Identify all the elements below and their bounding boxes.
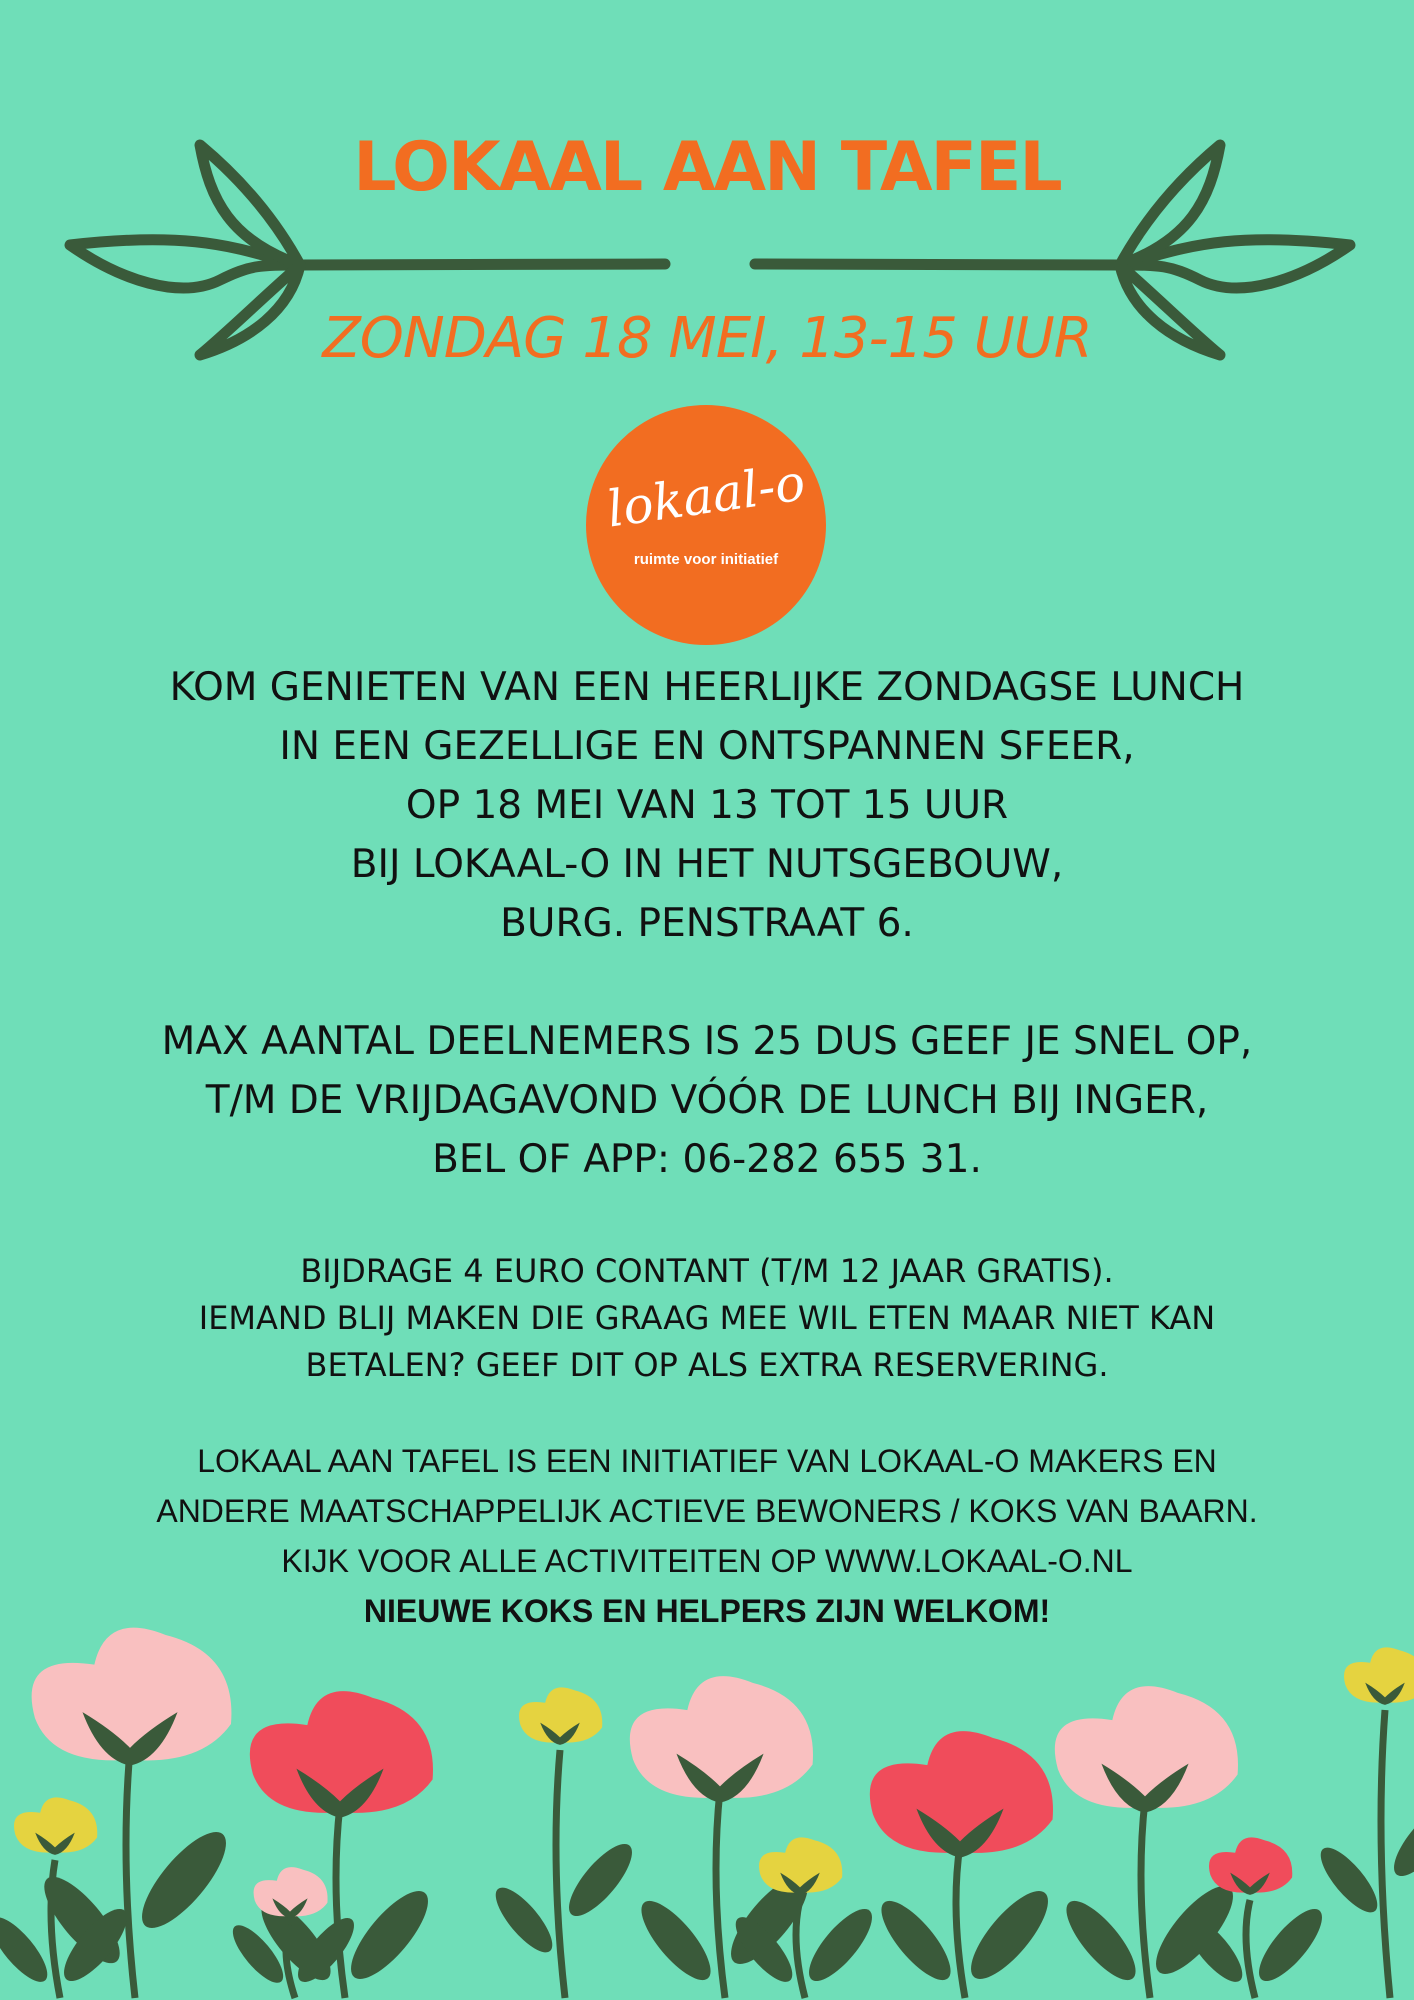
registration-line: MAX AANTAL DEELNEMERS IS 25 DUS GEEF JE SNEL OP, bbox=[161, 1019, 1253, 1064]
leaf-icon bbox=[959, 1880, 1060, 1990]
petal-icon bbox=[1055, 1686, 1238, 1808]
intro-line: KOM GENIETEN VAN EEN HEERLIJKE ZONDAGSE LUNCH bbox=[169, 665, 1245, 710]
contribution-line: BETALEN? GEEF DIT OP ALS EXTRA RESERVERING. bbox=[305, 1346, 1109, 1384]
petal-icon bbox=[1209, 1837, 1292, 1892]
intro-paragraph bbox=[0, 658, 1414, 953]
contribution-paragraph bbox=[0, 1248, 1414, 1389]
leaf-icon bbox=[559, 1835, 642, 1925]
event-date: ZONDAG 18 MEI, 13-15 UUR bbox=[322, 306, 1092, 371]
petal-icon bbox=[630, 1676, 813, 1798]
contribution-line: IEMAND BLIJ MAKEN DIE GRAAG MEE WIL ETEN MAAR NIET KAN bbox=[198, 1299, 1216, 1337]
flower-icon bbox=[487, 1687, 642, 1998]
flower-icon bbox=[630, 1676, 820, 1998]
event-title: LOKAAL AAN TAFEL bbox=[353, 128, 1061, 207]
petal-icon bbox=[870, 1731, 1053, 1853]
flower-border-illustration bbox=[0, 1620, 1414, 2000]
logo-tagline: ruimte voor initiatief bbox=[633, 551, 779, 568]
petal-icon bbox=[250, 1691, 433, 1813]
leaf-icon bbox=[1249, 1900, 1332, 1990]
welcome-line: NIEUWE KOKS EN HELPERS ZIJN WELKOM! bbox=[363, 1593, 1051, 1629]
leaf-icon bbox=[1312, 1840, 1386, 1921]
intro-line: OP 18 MEI VAN 13 TOT 15 UUR bbox=[405, 783, 1009, 828]
petal-icon bbox=[14, 1797, 97, 1852]
leaf-icon bbox=[631, 1891, 722, 1989]
registration-paragraph bbox=[0, 1012, 1414, 1189]
leaf-icon bbox=[799, 1900, 882, 1990]
petal-icon bbox=[254, 1867, 328, 1916]
intro-line: BURG. PENSTRAAT 6. bbox=[500, 901, 914, 946]
lokaal-o-logo bbox=[586, 405, 826, 645]
leaf-icon bbox=[1056, 1891, 1147, 1989]
petal-icon bbox=[519, 1687, 602, 1742]
flower-icon bbox=[870, 1731, 1060, 1998]
registration-line: T/M DE VRIJDAGAVOND VÓÓR DE LUNCH BIJ INGER, bbox=[205, 1078, 1209, 1123]
petal-icon bbox=[759, 1837, 842, 1892]
petal-icon bbox=[32, 1628, 232, 1761]
about-paragraph bbox=[0, 1436, 1414, 1636]
contribution-line: BIJDRAGE 4 EURO CONTANT (T/M 12 JAAR GRATIS). bbox=[300, 1252, 1114, 1290]
intro-line: BIJ LOKAAL-O IN HET NUTSGEBOUW, bbox=[350, 842, 1064, 887]
flower-icon bbox=[1312, 1647, 1414, 1998]
about-line: ANDERE MAATSCHAPPELIJK ACTIEVE BEWONERS / KOKS VAN BAARN. bbox=[156, 1493, 1258, 1529]
logo-name: lokaal-o bbox=[603, 453, 809, 539]
intro-line: IN EEN GEZELLIGE EN ONTSPANNEN SFEER, bbox=[279, 724, 1135, 769]
flower-icon bbox=[250, 1691, 440, 1998]
leaf-icon bbox=[1384, 1795, 1414, 1885]
leaf-icon bbox=[871, 1891, 962, 1989]
leaf-icon bbox=[129, 1820, 239, 1940]
leaf-icon bbox=[487, 1880, 561, 1961]
registration-line: BEL OF APP: 06-282 655 31. bbox=[432, 1137, 982, 1182]
about-line: KIJK VOOR ALLE ACTIVITEITEN OP WWW.LOKAAL-O.NL bbox=[281, 1543, 1133, 1579]
about-line: LOKAAL AAN TAFEL IS EEN INITIATIEF VAN LOKAAL-O MAKERS EN bbox=[197, 1443, 1217, 1479]
leaf-icon bbox=[339, 1880, 440, 1990]
